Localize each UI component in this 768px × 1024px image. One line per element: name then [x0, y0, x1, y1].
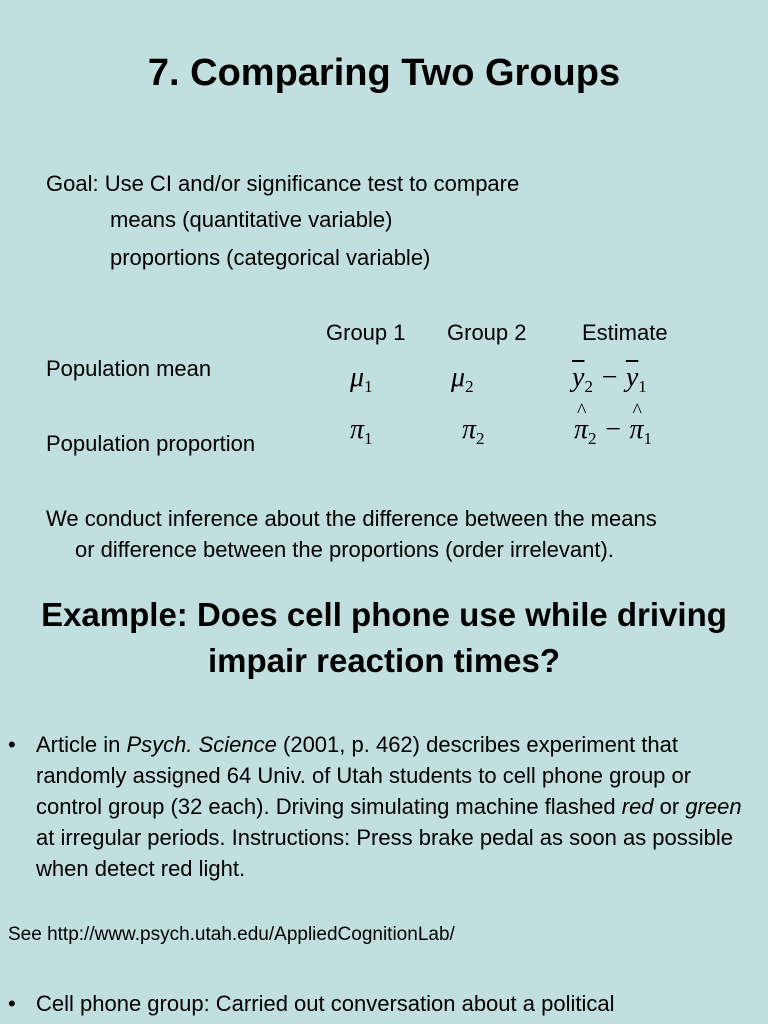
inference-line-2: or difference between the proportions (order irrelevant).: [75, 537, 614, 562]
header-group-1: Group 1: [326, 320, 406, 345]
pi-2-symbol: $\pi_2$: [462, 414, 485, 448]
mu-1-symbol: $\mu_1$: [350, 362, 373, 396]
pi-1-symbol: $\pi_1$: [350, 414, 373, 448]
header-estimate: Estimate: [582, 320, 668, 345]
bullet-text: (2001, p. 462) describes experiment that randomly assigned 64 Univ. of Utah students to cell phone group or control group (32 each). Driving simulating machine flashed: [36, 732, 692, 819]
see-link-line[interactable]: See http://www.psych.utah.edu/AppliedCognitionLab/: [8, 924, 455, 945]
row-population-proportion: Population proportion: [46, 431, 256, 456]
goal-line-3: proportions (categorical variable): [110, 245, 431, 270]
bullet-dot: •: [8, 732, 16, 757]
example-title: Example: Does cell phone use while driving impair reaction times?: [41, 596, 727, 679]
page-title: 7. Comparing Two Groups: [147, 52, 621, 94]
header-group-2: Group 2: [447, 320, 527, 345]
inference-line-1: We conduct inference about the difference between the means: [46, 506, 657, 531]
bullet-dot: •: [8, 991, 16, 1016]
journal-name: Psych. Science: [126, 732, 277, 757]
bullet-text: Article in: [36, 732, 127, 757]
mean-difference-estimate: $\overline{y}_2 - \overline{y}_1$: [572, 362, 647, 396]
word-red: red: [621, 794, 654, 819]
bullet-item-article: [8, 729, 748, 884]
bullet-text: Cell phone group: Carried out conversation about a political: [36, 991, 615, 1016]
bullet-text: or: [653, 794, 686, 819]
proportion-difference-estimate: ^ $\pi_2$ − ^ $\pi_1$: [574, 414, 652, 449]
word-green: green: [685, 794, 742, 819]
bullet-item-cell-phone-group: [8, 988, 748, 1019]
mu-2-symbol: $\mu_2$: [451, 362, 474, 396]
goal-line-2: means (quantitative variable): [110, 207, 393, 232]
bullet-text: at irregular periods. Instructions: Press brake pedal as soon as possible when detect red light.: [36, 825, 734, 881]
row-population-mean: Population mean: [46, 356, 212, 381]
goal-line-1: Goal: Use CI and/or significance test to compare: [46, 171, 520, 196]
